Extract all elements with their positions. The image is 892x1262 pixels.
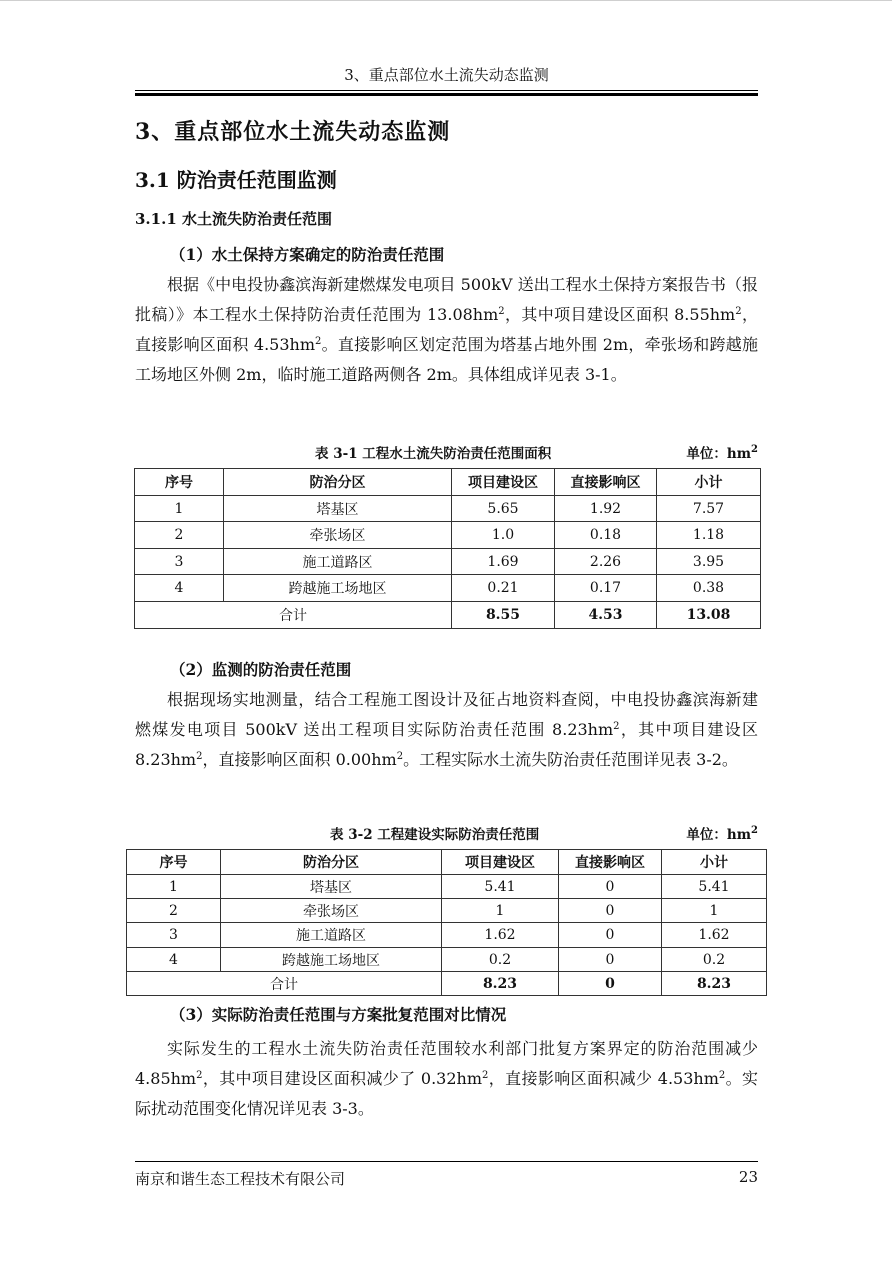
- subsection-heading: 3.1.1 水土流失防治责任范围: [135, 210, 332, 228]
- table-total-row: 合计 8.55 4.53 13.08: [135, 602, 761, 629]
- table-row: 3 施工道路区 1.62 0 1.62: [127, 923, 767, 948]
- table-row: 2 牵张场区 1.0 0.18 1.18: [135, 522, 761, 549]
- page-number: 23: [738, 1168, 758, 1186]
- table1-unit: 单位：$hm^2$: [686, 444, 758, 462]
- table-row: 1 塔基区 5.65 1.92 7.57: [135, 496, 761, 522]
- paragraph-1: 根据《中电投协鑫滨海新建燃煤发电项目 500kV 送出工程水土保持方案报告书（报批稿）》本工程水土保持防治责任范围为 $13.08hm^2$，其中项目建设区面积 $8.55hm^2$，直接影响区面积 $4.53hm^2$。直接影响区划定范围为塔基占地外围 2m，牵张场和跨越施工场地区外侧 2m，临时施工道路两侧各 2m。具体组成详见表 3-1。: [135, 275, 758, 384]
- table2-unit: 单位：$hm^2$: [686, 825, 758, 843]
- header-rule-thick: [135, 93, 758, 96]
- table-1: [134, 468, 761, 629]
- footer-rule: [135, 1161, 758, 1162]
- table-row: 2 牵张场区 1 0 1: [127, 899, 767, 923]
- item-heading-3: （3）实际防治责任范围与方案批复范围对比情况: [170, 1005, 507, 1024]
- table-row: 4 跨越施工场地区 0.2 0 0.2: [127, 948, 767, 972]
- table-header-row: 序号 防治分区 项目建设区 直接影响区 小计: [127, 850, 767, 875]
- table2-caption: 表 3-2 工程建设实际防治责任范围: [330, 827, 540, 843]
- chapter-heading: 3、重点部位水土流失动态监测: [135, 119, 451, 145]
- section-heading: 3.1 防治责任范围监测: [135, 168, 337, 192]
- table-row: 1 塔基区 5.41 0 5.41: [127, 875, 767, 899]
- footer-company: 南京和谐生态工程技术有限公司: [135, 1170, 346, 1188]
- item-heading-2: （2）监测的防治责任范围: [170, 660, 352, 679]
- table-total-row: 合计 8.23 0 8.23: [127, 972, 767, 996]
- header-rule-thin: [135, 90, 758, 91]
- item-heading-1: （1）水土保持方案确定的防治责任范围: [170, 245, 445, 264]
- table-header-row: 序号 防治分区 项目建设区 直接影响区 小计: [135, 469, 761, 496]
- table-row: 4 跨越施工场地区 0.21 0.17 0.38: [135, 575, 761, 602]
- paragraph-3: 实际发生的工程水土流失防治责任范围较水利部门批复方案界定的防治范围减少 $4.85hm^2$，其中项目建设区面积减少了 $0.32hm^2$，直接影响区面积减少 $4.53hm^2$。实际扰动范围变化情况详见表 3-3。: [135, 1039, 758, 1118]
- table1-caption: 表 3-1 工程水土流失防治责任范围面积: [315, 446, 552, 462]
- running-header: 3、重点部位水土流失动态监测: [344, 66, 549, 84]
- paragraph-2: 根据现场实地测量，结合工程施工图设计及征占地资料查阅，中电投协鑫滨海新建燃煤发电项目 500kV 送出工程项目实际防治责任范围 $8.23hm^2$，其中项目建设区 $8.23hm^2$，直接影响区面积 $0.00hm^2$。工程实际水土流失防治责任范围详见表 3-2。: [135, 690, 758, 769]
- table-2: [126, 849, 767, 996]
- table-row: 3 施工道路区 1.69 2.26 3.95: [135, 549, 761, 575]
- page-top-edge: [0, 0, 892, 1]
